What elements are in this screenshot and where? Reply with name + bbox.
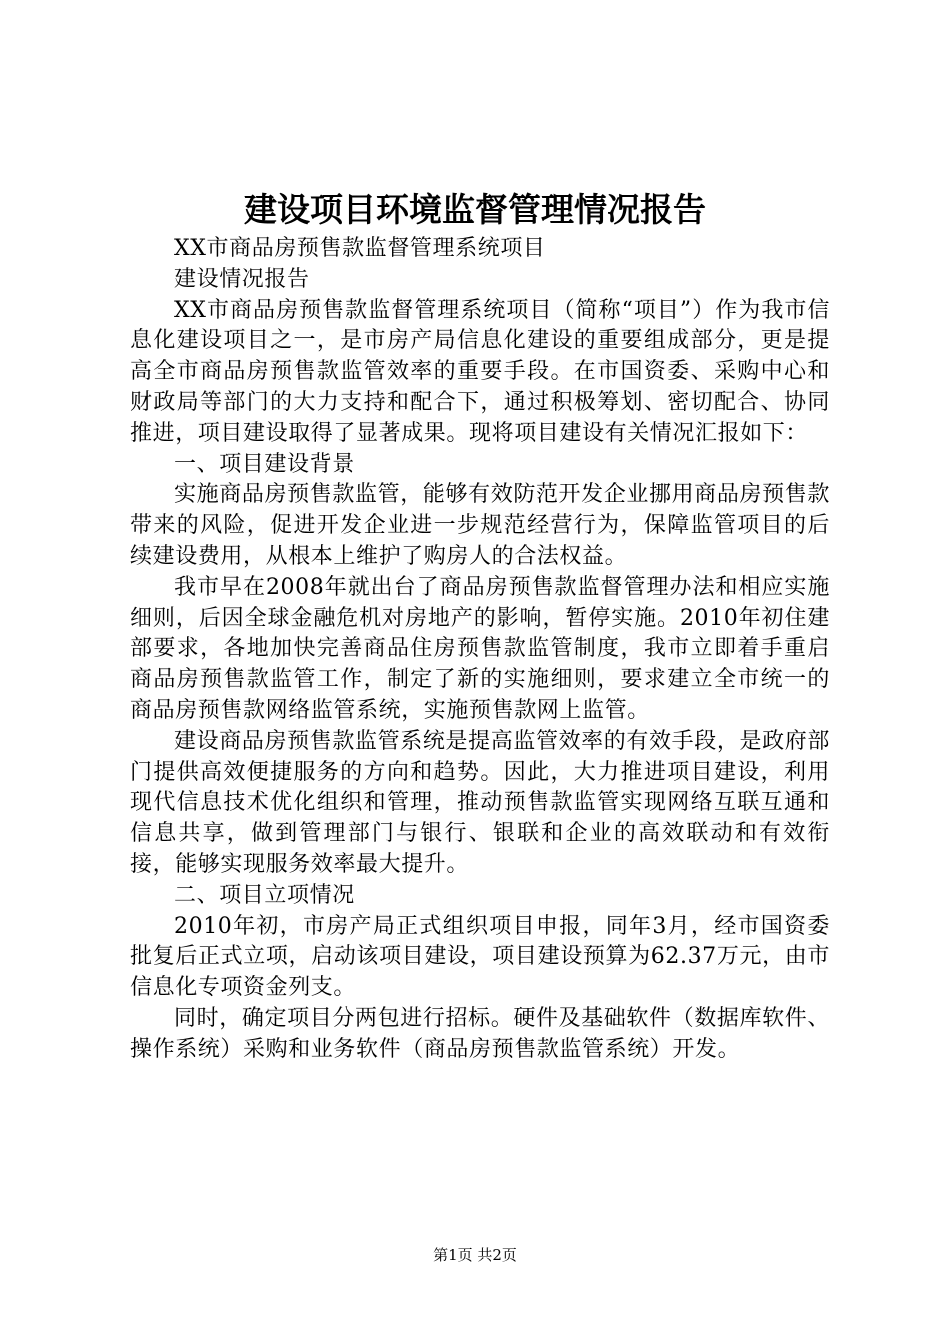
page-footer: 第1页 共2页: [433, 1246, 517, 1264]
section-heading-approval: 二、项目立项情况: [174, 882, 355, 908]
background-paragraph-3: 建设商品房预售款监管系统是提高监管效率的有效手段，是政府部门提供高效便捷服务的方向和趋势。因此，大力推进项目建设，利用现代信息技术优化组织和管理，推动预售款监管实现网络互联互通和信息共享，做到管理部门与银行、银联和企业的高效联动和有效衔接，能够实现服务效率最大提升。: [130, 728, 830, 877]
background-paragraph-2: 我市早在2008年就出台了商品房预售款监督管理办法和相应实施细则，后因全球金融危机对房地产的影响，暂停实施。2010年初住建部要求，各地加快完善商品住房预售款监管制度，我市立即着手重启商品房预售款监管工作，制定了新的实施细则，要求建立全市统一的商品房预售款网络监管系统，实施预售款网上监管。: [130, 574, 830, 723]
approval-paragraph-2: 同时，确定项目分两包进行招标。硬件及基础软件（数据库软件、操作系统）采购和业务软件（商品房预售款监管系统）开发。: [130, 1005, 830, 1062]
intro-paragraph: XX市商品房预售款监督管理系统项目（简称“项目”）作为我市信息化建设项目之一，是市房产局信息化建设的重要组成部分，更是提高全市商品房预售款监管效率的重要手段。在市国资委、采购中心和财政局等部门的大力支持和配合下，通过积极筹划、密切配合、协同推进，项目建设取得了显著成果。现将项目建设有关情况汇报如下：: [130, 297, 830, 446]
document-title: 建设项目环境监督管理情况报告: [244, 190, 706, 229]
document-body: [130, 234, 830, 1066]
report-subtitle-line: 建设情况报告: [174, 266, 310, 292]
background-paragraph-1: 实施商品房预售款监管，能够有效防范开发企业挪用商品房预售款带来的风险，促进开发企业进一步规范经营行为，保障监管项目的后续建设费用，从根本上维护了购房人的合法权益。: [130, 482, 830, 569]
approval-paragraph-1: 2010年初，市房产局正式组织项目申报，同年3月，经市国资委批复后正式立项，启动该项目建设，项目建设预算为62.37万元，由市信息化专项资金列支。: [130, 913, 830, 1001]
section-heading-background: 一、项目建设背景: [174, 451, 355, 477]
project-name-line: XX市商品房预售款监督管理系统项目: [174, 236, 546, 261]
